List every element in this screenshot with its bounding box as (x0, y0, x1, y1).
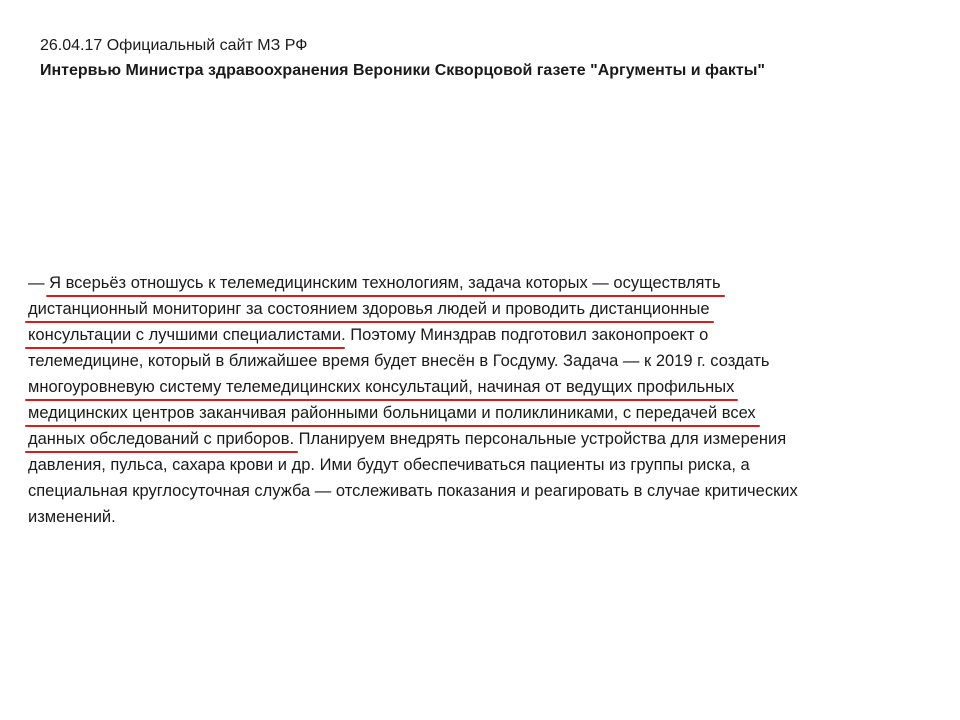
line-text: давления, пульса, сахара крови и др. Ими будут обеспечиваться пациенты из группы риска, а (28, 456, 750, 474)
quote-line (28, 504, 798, 530)
quote-line (28, 478, 798, 504)
underlined-text: консультации с лучшими специалистами (28, 322, 341, 348)
quote-line (28, 374, 798, 400)
line-text: — (28, 274, 50, 292)
quote-line (28, 322, 798, 348)
quote-line (28, 400, 798, 426)
date-source-line: 26.04.17 Официальный сайт МЗ РФ (40, 37, 308, 54)
quote-line (28, 426, 798, 452)
line-text: специальная круглосуточная служба — отслеживать показания и реагировать в случае критических (28, 482, 798, 500)
article-title: Интервью Министра здравоохранения Вероники Скворцовой газете "Аргументы и факты" (40, 62, 765, 79)
article-header (40, 33, 765, 83)
quote-line (28, 296, 798, 322)
quote-line (28, 452, 798, 478)
underlined-text: Я всерьёз отношусь к телемедицинским технологиям, задача которых — осуществлять (49, 270, 720, 296)
line-text: Планируем внедрять персональные устройства для измерения (294, 430, 787, 448)
underlined-text: многоуровневую систему телемедицинских консультаций, начиная от ведущих профильных (28, 374, 734, 400)
quote-line (28, 348, 798, 374)
underlined-text: дистанционный мониторинг за состоянием здоровья людей и проводить дистанционные (28, 296, 710, 322)
line-text: . Поэтому Минздрав подготовил законопроект о (341, 326, 709, 344)
underlined-text: данных обследований с приборов. (28, 426, 294, 452)
underlined-text: медицинских центров заканчивая районными больницами и поликлиниками, с передачей всех (28, 400, 756, 426)
line-text: изменений. (28, 508, 116, 526)
quote-paragraph (28, 270, 798, 530)
quote-line (28, 270, 798, 296)
line-text: телемедицине, который в ближайшее время будет внесён в Госдуму. Задача — к 2019 г. создать (28, 352, 770, 370)
